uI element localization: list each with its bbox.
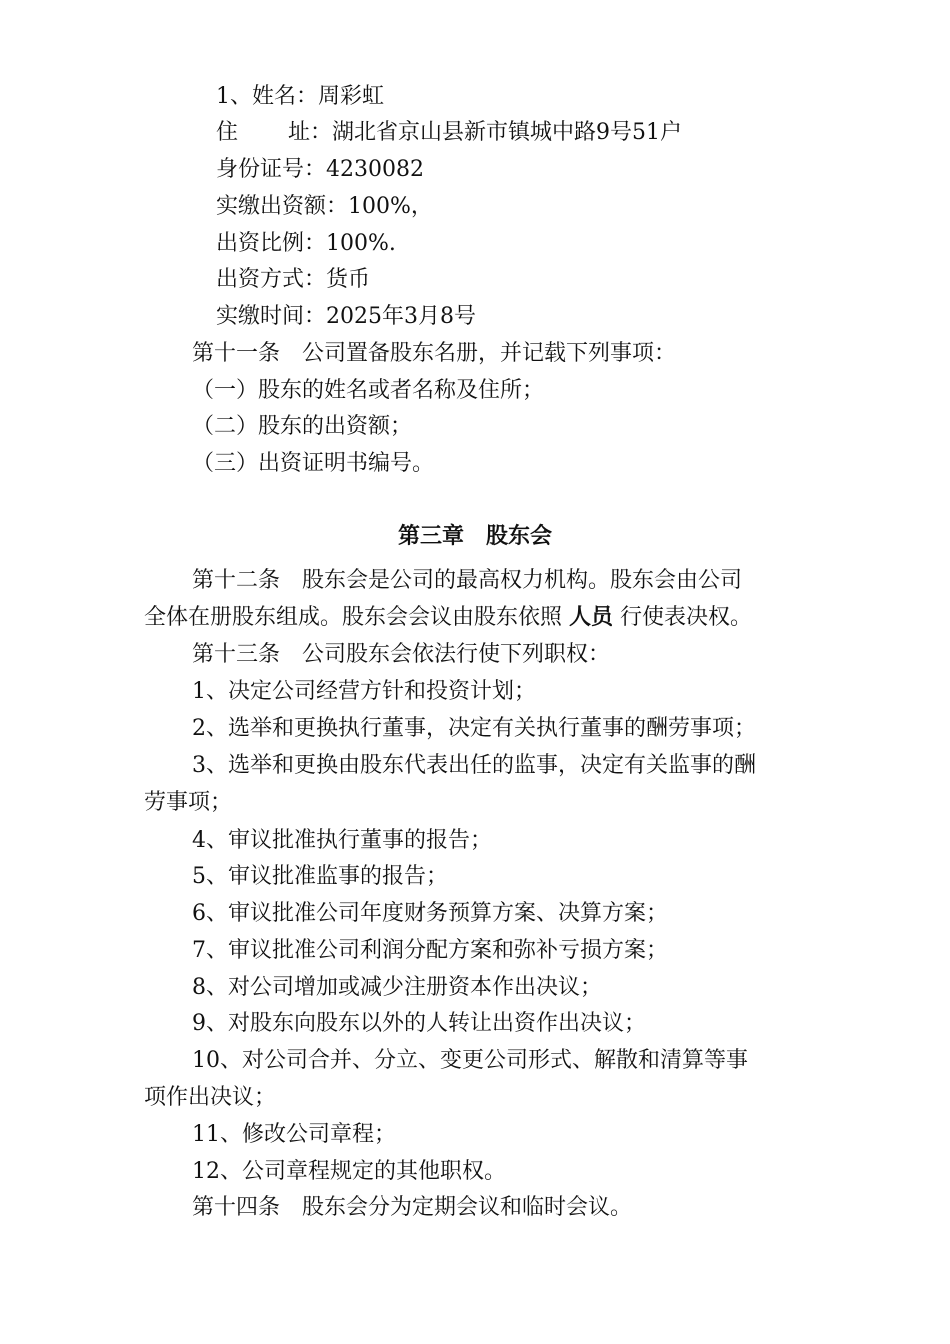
- shareholder-paid-amount-line: 实缴出资额：100%，: [216, 194, 433, 219]
- article-12-text-2b: 行使表决权。: [620, 605, 753, 630]
- article-13-item-9: 9、对股东向股东以外的人转让出资作出决议；: [192, 1011, 646, 1036]
- shareholder-id-line: 身份证号：4230082: [216, 157, 424, 182]
- article-11-head: 第十一条: [192, 341, 281, 366]
- article-11-item-2: （二）股东的出资额；: [192, 414, 413, 439]
- article-13-item-7: 7、审议批准公司利润分配方案和弥补亏损方案；: [192, 938, 668, 963]
- article-13-item-4: 4、审议批准执行董事的报告；: [192, 828, 492, 853]
- article-14-text: 股东会分为定期会议和临时会议。: [302, 1195, 633, 1220]
- article-12-line-1: [192, 566, 742, 596]
- article-13-item-12: 12、公司章程规定的其他职权。: [192, 1159, 506, 1184]
- article-11-text: 公司置备股东名册，并记载下列事项：: [302, 341, 677, 366]
- article-12-line-2: [144, 603, 752, 633]
- article-13: [192, 640, 610, 670]
- shareholder-time-line: 实缴时间：2025年3月8号: [216, 304, 476, 329]
- article-12-bold-term: 人员: [569, 605, 614, 630]
- article-13-item-2: 2、选举和更换执行董事，决定有关执行董事的酬劳事项；: [192, 716, 756, 741]
- article-13-item-10: 10、对公司合并、分立、变更公司形式、解散和清算等事: [192, 1048, 748, 1073]
- article-11-item-1: （一）股东的姓名或者名称及住所；: [192, 378, 545, 403]
- shareholder-address-line: [216, 118, 682, 148]
- article-13-text: 公司股东会依法行使下列职权：: [302, 642, 611, 667]
- article-13-head: 第十三条: [192, 642, 281, 667]
- chapter-3-title: 第三章 股东会: [397, 524, 552, 549]
- article-13-item-10-cont: 项作出决议；: [144, 1085, 277, 1110]
- article-11-item-3: （三）出资证明书编号。: [192, 451, 435, 476]
- article-12-text-1: 股东会是公司的最高权力机构。股东会由公司: [302, 568, 743, 593]
- shareholder-method-line: 出资方式：货币: [216, 267, 371, 292]
- article-13-item-1: 1、决定公司经营方针和投资计划；: [192, 679, 536, 704]
- article-14-head: 第十四条: [192, 1195, 281, 1220]
- address-value: 湖北省京山县新市镇城中路9号51户: [332, 120, 683, 145]
- article-13-item-8: 8、对公司增加或减少注册资本作出决议；: [192, 975, 602, 1000]
- address-label-a: 住: [216, 120, 239, 145]
- address-label-b: 址：: [288, 120, 333, 145]
- article-13-item-5: 5、审议批准监事的报告；: [192, 864, 448, 889]
- article-13-item-3: 3、选举和更换由股东代表出任的监事，决定有关监事的酬: [192, 753, 756, 778]
- article-13-item-6: 6、审议批准公司年度财务预算方案、决算方案；: [192, 901, 668, 926]
- article-12-head: 第十二条: [192, 568, 281, 593]
- article-13-item-3-cont: 劳事项；: [144, 790, 233, 815]
- article-12-text-2a: 全体在册股东组成。股东会会议由股东依照: [144, 605, 563, 630]
- article-13-item-11: 11、修改公司章程；: [192, 1122, 396, 1147]
- shareholder-ratio-line: 出资比例：100%.: [216, 231, 396, 256]
- shareholder-name-line: 1、姓名：周彩虹: [216, 84, 384, 109]
- article-11: [192, 339, 676, 369]
- article-14: [192, 1193, 632, 1223]
